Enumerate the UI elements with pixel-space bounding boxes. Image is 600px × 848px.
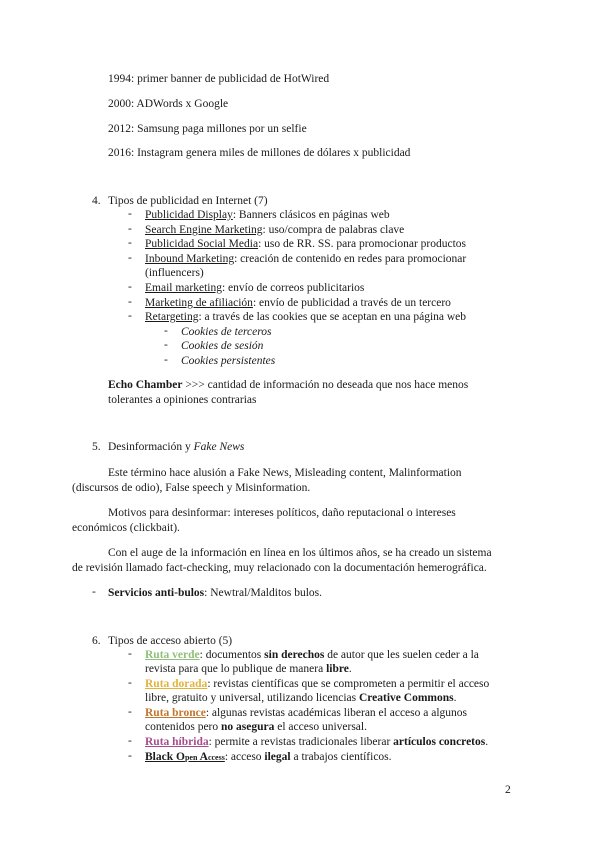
echo-term: Echo Chamber <box>108 379 183 391</box>
bullet-dash: - <box>128 296 132 308</box>
title-text: Desinformación y <box>108 441 194 453</box>
bullet-dash: - <box>128 735 132 747</box>
ruta-dorada-term: Ruta dorada <box>145 678 208 690</box>
bold-text: sin derechos <box>264 649 325 661</box>
bullet-dash: - <box>128 750 132 762</box>
list-item <box>145 252 466 266</box>
black-open-access <box>145 750 392 765</box>
item-term: Inbound Marketing <box>145 253 235 265</box>
item-term: Search Engine Marketing <box>145 224 263 236</box>
paragraph-line: Con el auge de la información en línea en los últimos años, se ha creado un sistema <box>108 547 492 559</box>
section-6-title: Tipos de acceso abierto (5) <box>108 635 233 647</box>
term-part: pen <box>184 753 198 762</box>
list-item <box>145 208 390 222</box>
bullet-dash: - <box>128 237 132 249</box>
ruta-dorada <box>145 677 489 691</box>
text: : acceso <box>224 751 265 763</box>
ruta-hibrida-term: Ruta híbrida <box>145 736 209 748</box>
page-number: 2 <box>505 784 511 796</box>
item-desc: : a través de las cookies que se aceptan en una página web <box>198 311 467 323</box>
text: . <box>485 736 489 748</box>
services-desc: : Newtral/Malditos bulos. <box>204 587 323 599</box>
paragraph-line: Este término hace alusión a Fake News, Misleading content, Malinformation <box>108 467 462 479</box>
sub-bullet-dash: - <box>164 325 168 337</box>
text: : algunas revistas académicas liberan el acceso a algunos <box>205 707 468 719</box>
bullet-dash: - <box>92 586 96 598</box>
ruta-bronce-term: Ruta bronce <box>145 707 206 719</box>
item-desc: : uso de RR. SS. para promocionar productos <box>258 238 467 250</box>
text: : permite a revistas tradicionales liberar <box>208 736 394 748</box>
item-term: Marketing de afiliación <box>145 297 253 309</box>
item-desc: : uso/compra de palabras clave <box>262 224 405 236</box>
services-term: Servicios anti-bulos <box>108 587 205 599</box>
text: : documentos <box>199 649 265 661</box>
section-4-number: 4. <box>92 195 101 207</box>
timeline-1994: 1994: primer banner de publicidad de HotWired <box>108 73 330 85</box>
item-desc: : creación de contenido en redes para promocionar <box>234 253 467 265</box>
text: el acceso universal. <box>274 721 367 733</box>
list-item <box>145 223 404 237</box>
list-item-continuation: (influencers) <box>145 267 204 279</box>
timeline-2016: 2016: Instagram genera miles de millones de dólares x publicidad <box>108 147 411 159</box>
bullet-dash: - <box>128 648 132 660</box>
text: contenidos pero <box>145 721 222 733</box>
item-term: Publicidad Social Media <box>145 238 259 250</box>
list-item <box>145 281 364 295</box>
ruta-bronce-continuation <box>145 720 367 734</box>
bullet-dash: - <box>128 706 132 718</box>
bullet-dash: - <box>128 252 132 264</box>
echo-chamber <box>108 378 468 392</box>
timeline-2012: 2012: Samsung paga millones por un selfie <box>108 123 307 135</box>
text: : revistas científicas que se comprometen a permitir el acceso <box>207 678 490 690</box>
text: revista para que lo publique de manera <box>145 663 327 675</box>
bold-text: artículos concretos <box>393 736 486 748</box>
list-item <box>145 237 466 251</box>
cookie-type: Cookies de terceros <box>181 326 272 338</box>
bullet-dash: - <box>128 677 132 689</box>
echo-chamber-continuation: tolerantes a opiniones contrarias <box>108 394 257 406</box>
item-desc: : Banners clásicos en páginas web <box>232 209 390 221</box>
item-term: Publicidad Display <box>145 209 233 221</box>
bold-text: libre <box>326 663 349 675</box>
ruta-dorada-continuation <box>145 691 457 705</box>
title-italic: Fake News <box>193 441 245 453</box>
ruta-verde-continuation <box>145 662 352 676</box>
item-term: Email marketing <box>145 282 222 294</box>
ruta-verde <box>145 648 479 662</box>
ruta-verde-term: Ruta verde <box>145 649 200 661</box>
bold-text: ilegal <box>264 751 291 763</box>
black-open-access-term <box>145 751 225 763</box>
echo-desc: >>> cantidad de información no deseada que nos hace menos <box>182 379 469 391</box>
section-5-title <box>108 440 244 454</box>
bullet-dash: - <box>128 281 132 293</box>
bullet-dash: - <box>128 310 132 322</box>
item-desc: : envío de correos publicitarios <box>221 282 365 294</box>
text: libre, gratuito y universal, utilizando licencias <box>145 692 359 704</box>
services-anti-bulos <box>108 586 322 600</box>
term-part: A <box>197 751 208 763</box>
text: de autor que les suelen ceder a la <box>324 649 479 661</box>
paragraph-line: (discursos de odio), False speech y Misinformation. <box>72 482 311 494</box>
paragraph-line: de revisión llamado fact-checking, muy relacionado con la documentación hemerográfica. <box>72 562 487 574</box>
section-5-number: 5. <box>92 441 101 453</box>
list-item <box>145 310 466 324</box>
item-desc: : envío de publicidad a través de un tercero <box>252 297 451 309</box>
cookie-type: Cookies persistentes <box>181 355 276 367</box>
paragraph-line: económicos (clickbait). <box>72 522 180 534</box>
term-part: Black O <box>145 751 185 763</box>
text: . <box>348 663 352 675</box>
section-6-number: 6. <box>92 635 101 647</box>
term-part: ccess <box>207 753 225 762</box>
bullet-dash: - <box>128 223 132 235</box>
bold-text: no asegura <box>221 721 275 733</box>
list-item <box>145 296 451 310</box>
item-term: Retargeting <box>145 311 199 323</box>
section-4-title: Tipos de publicidad en Internet (7) <box>108 195 268 207</box>
text: . <box>453 692 457 704</box>
text: a trabajos científicos. <box>290 751 392 763</box>
ruta-bronce <box>145 706 467 720</box>
paragraph-line: Motivos para desinformar: intereses políticos, daño reputacional o intereses <box>108 507 456 519</box>
sub-bullet-dash: - <box>164 354 168 366</box>
sub-bullet-dash: - <box>164 339 168 351</box>
timeline-2000: 2000: ADWords x Google <box>108 98 229 110</box>
bold-text: Creative Commons <box>358 692 454 704</box>
bullet-dash: - <box>128 208 132 220</box>
ruta-hibrida <box>145 735 488 749</box>
cookie-type: Cookies de sesión <box>181 340 264 352</box>
